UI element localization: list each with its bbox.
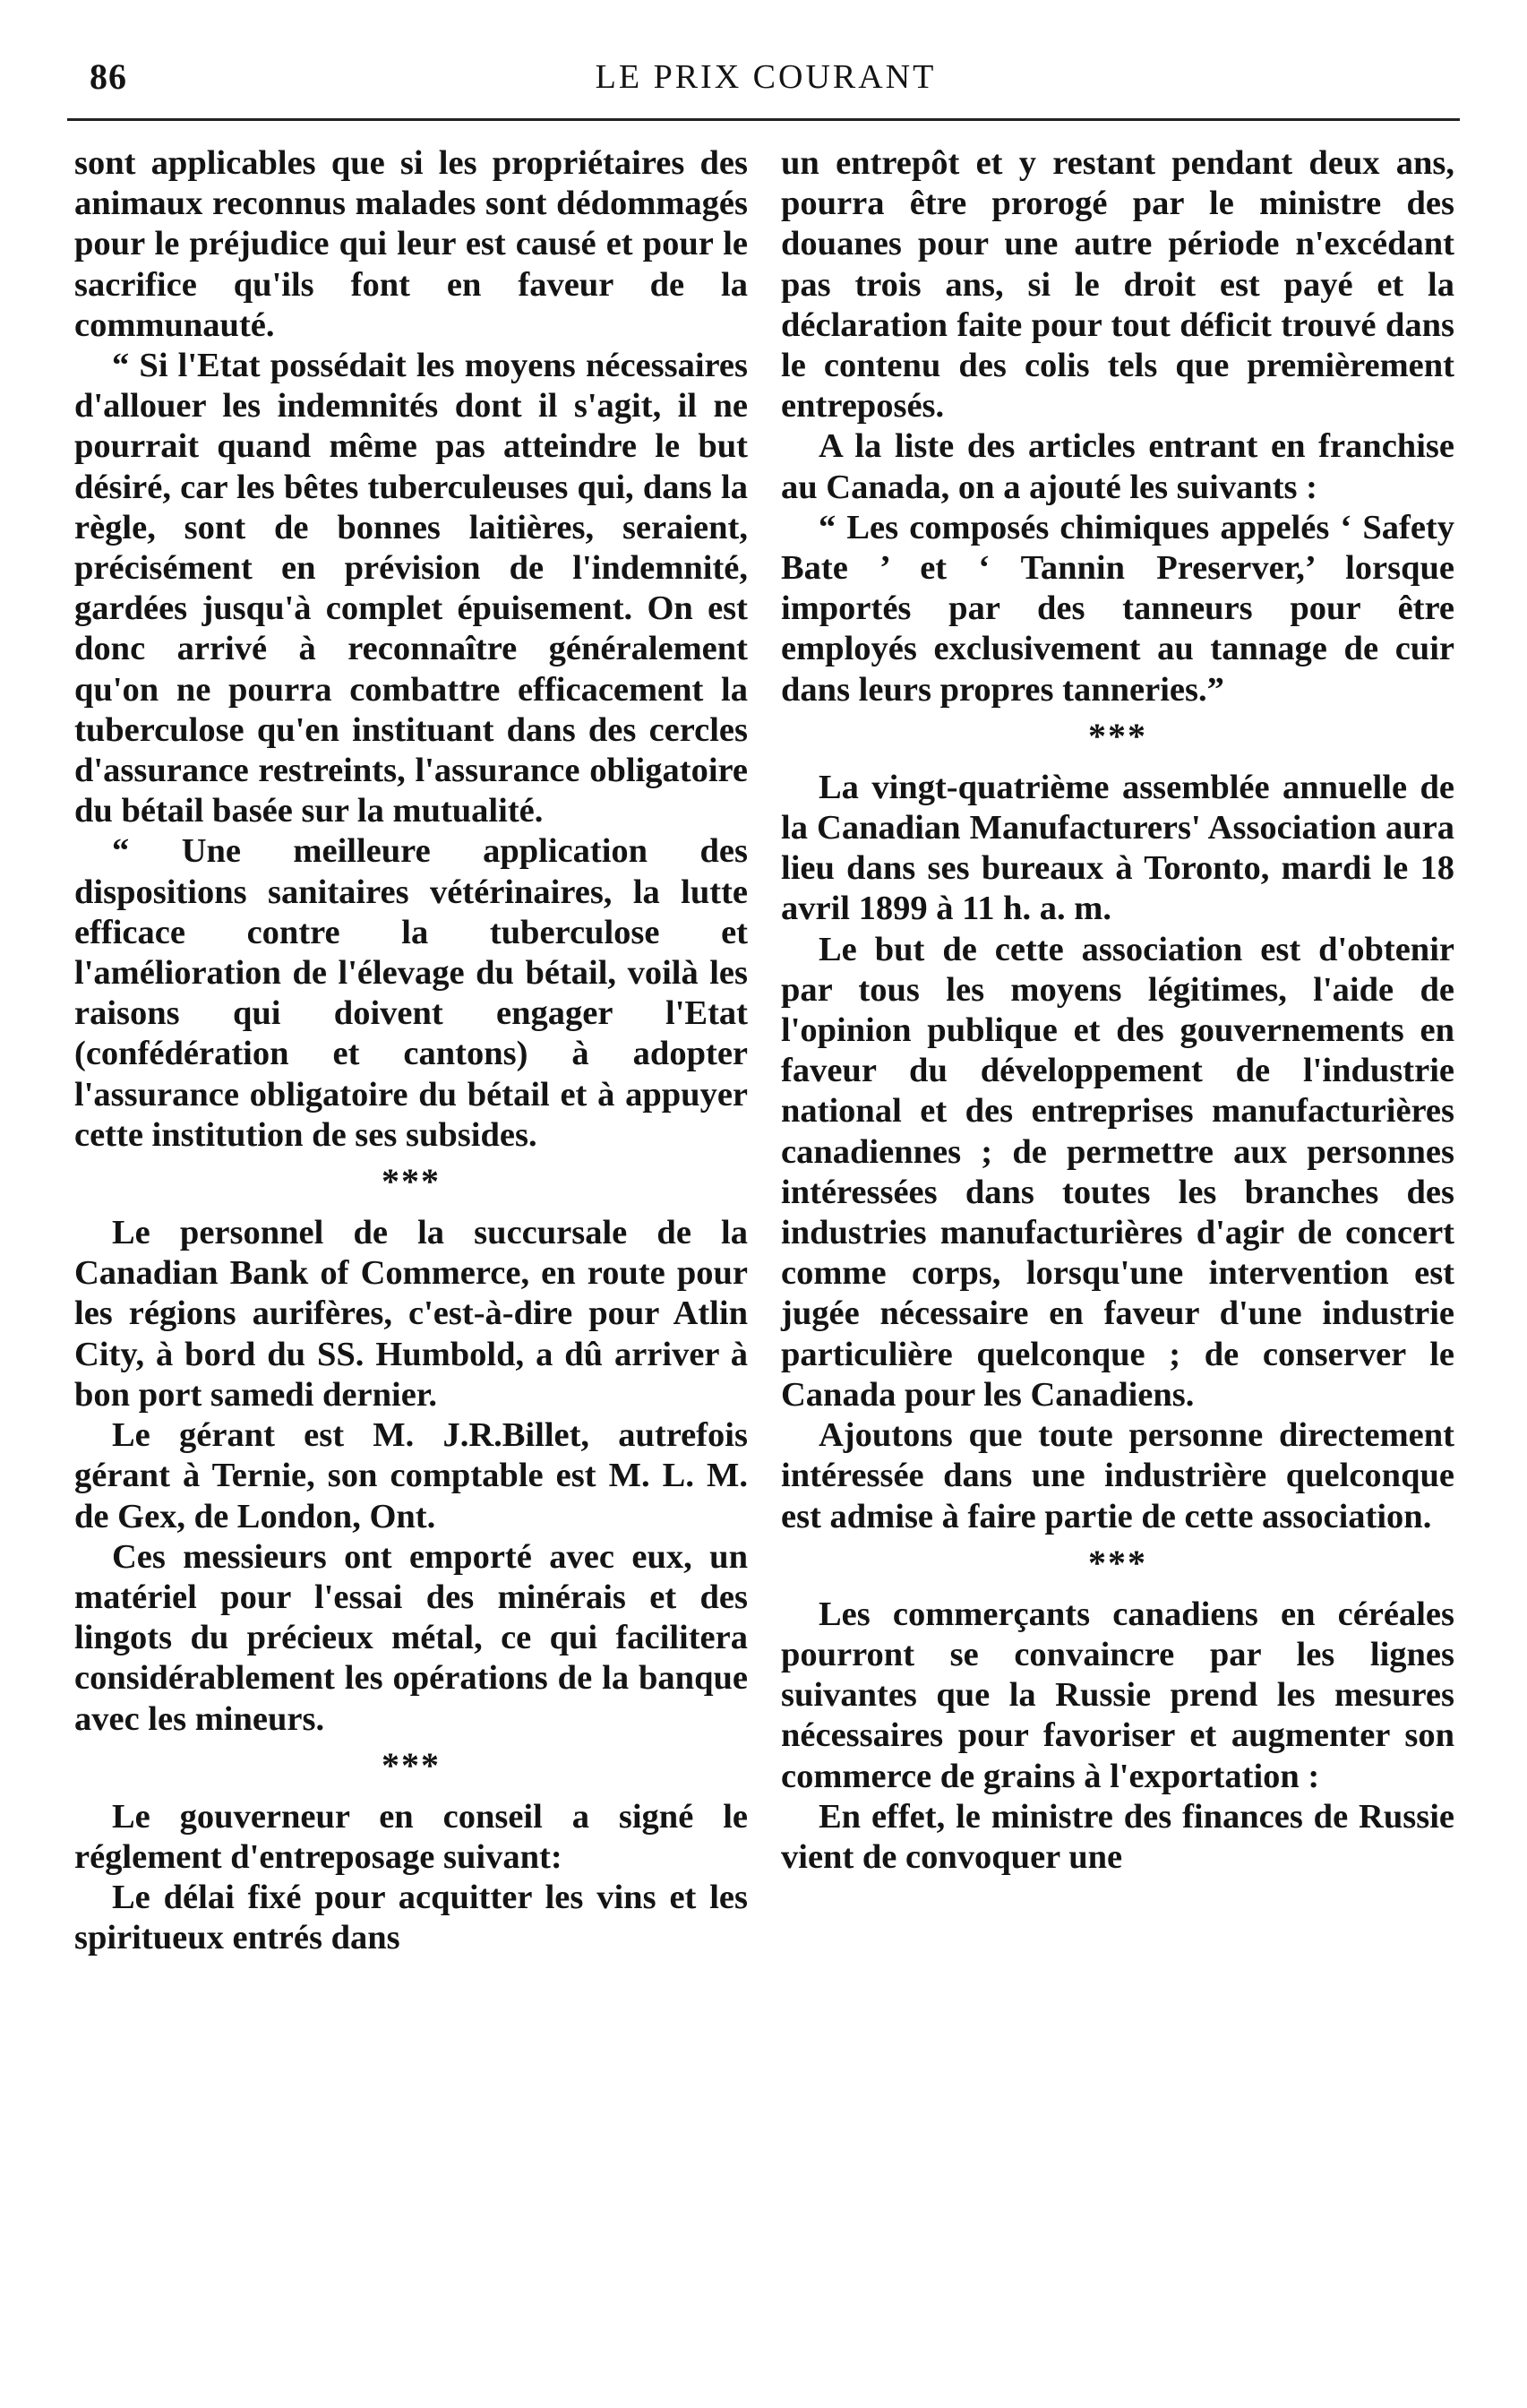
- left-paragraph-5: Le gérant est M. J.R.Billet, autrefois gérant à Ternie, son comptable est M. L. M. de Gex, de London, Ont.: [74, 1416, 748, 1535]
- right-paragraph-7: Les commerçants canadiens en céréales pourront se convaincre par les lignes suivantes que la Russie prend les mesures nécessaires pour favoriser et augmenter son commerce de grains à l'exportation :: [781, 1595, 1454, 1795]
- page-number: 86: [90, 56, 127, 97]
- left-paragraph-7: Le gouverneur en conseil a signé le réglement d'entreposage suivant:: [74, 1797, 748, 1876]
- right-paragraph-6: Ajoutons que toute personne directement intéressée dans une industrière quelconque est admise à faire partie de cette association.: [781, 1416, 1454, 1535]
- right-paragraph-5: Le but de cette association est d'obtenir par tous les moyens légitimes, l'aide de l'opinion publique et des gouvernements en faveur du développement de l'industrie national et des entreprises manufacturières canadiennes ; de permettre aux personnes intéressées dans toutes les branches des industries manufacturières d'agir de concert comme corps, lorsqu'une intervention est jugée nécessaire en faveur d'une industrie particulière quelconque ; de conserver le Canada pour les Canadiens.: [781, 930, 1454, 1414]
- right-paragraph-4: La vingt-quatrième assemblée annuelle de la Canadian Manufacturers' Association aura lieu dans ses bureaux à Toronto, mardi le 18 avril 1899 à 11 h. a. m.: [781, 768, 1454, 928]
- left-paragraph-8: Le délai fixé pour acquitter les vins et les spiritueux entrés dans: [74, 1879, 748, 1957]
- left-paragraph-3: “ Une meilleure application des dispositions sanitaires vétérinaires, la lutte efficace contre la tuberculose et l'amélioration de l'élevage du bétail, voilà les raisons qui doivent engager l'Etat (confédération et cantons) à adopter l'assurance obligatoire du bétail et à appuyer cette institution de ses subsides.: [74, 832, 748, 1154]
- right-paragraph-1: un entrepôt et y restant pendant deux ans, pourra être prorogé par le ministre des douanes pour une autre période n'excédant pas trois ans, si le droit est payé et la déclaration faite pour tout déficit trouvé dans le contenu des colis tels que premièrement entreposés.: [781, 144, 1454, 426]
- left-column: [74, 143, 748, 1959]
- right-paragraph-8: En effet, le ministre des finances de Russie vient de convoquer une: [781, 1797, 1454, 1876]
- right-paragraph-2: A la liste des articles entrant en franchise au Canada, on a ajouté les suivants :: [781, 427, 1454, 506]
- header-rule: [67, 118, 1460, 121]
- right-column: [781, 143, 1454, 1878]
- right-paragraph-3: “ Les composés chimiques appelés ‘ Safety Bate ’ et ‘ Tannin Preserver,’ lorsque importés par des tanneurs pour être employés exclusivement au tannage de cuir dans leurs propres tanneries.”: [781, 508, 1454, 709]
- running-title: LE PRIX COURANT: [595, 58, 937, 96]
- section-separator: ***: [382, 1744, 441, 1785]
- section-separator: ***: [382, 1161, 441, 1202]
- left-paragraph-2: “ Si l'Etat possédait les moyens nécessaires d'allouer les indemnités dont il s'agit, il ne pourrait quand même pas atteindre le but désiré, car les bêtes tuberculeuses qui, dans la règle, sont de bonnes laitières, seraient, précisément en prévision de l'indemnité, gardées jusqu'à complet épuisement. On est donc arrivé à reconnaître généralement qu'on ne pourra combattre efficacement la tuberculose qu'en instituant dans des cercles d'assurance restreints, l'assurance obligatoire du bétail basée sur la mutualité.: [74, 347, 748, 830]
- section-separator: ***: [1088, 715, 1147, 756]
- left-paragraph-4: Le personnel de la succursale de la Canadian Bank of Commerce, en route pour les régions aurifères, c'est-à-dire pour Atlin City, à bord du SS. Humbold, a dû arriver à bon port samedi dernier.: [74, 1214, 748, 1414]
- left-paragraph-6: Ces messieurs ont emporté avec eux, un matériel pour l'essai des minérais et des lingots du précieux métal, ce qui facilitera considérablement les opérations de la banque avec les mineurs.: [74, 1537, 748, 1738]
- section-separator: ***: [1088, 1542, 1147, 1583]
- left-paragraph-1: sont applicables que si les propriétaires des animaux reconnus malades sont dédommagés pour le préjudice qui leur est causé et pour le sacrifice qu'ils font en faveur de la communauté.: [74, 144, 748, 344]
- page-header: [72, 56, 1460, 109]
